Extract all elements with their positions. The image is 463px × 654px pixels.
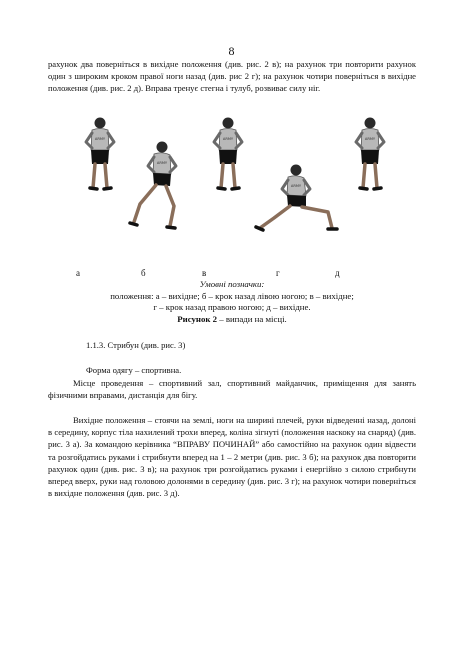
intro-paragraph: рахунок два поверніться в вихідне положення (див. рис. 2 в); на рахунок три повторити рахунок один з широким кроком правої ноги назад (див. рис 2 г); на рахунок чотири поверніться в вихідне положення (див. рис. 2 д). Вправа тренує стегна і тулуб, розвиває силу ніг. xyxy=(48,59,416,94)
athlete-d xyxy=(256,165,337,231)
athlete-c xyxy=(214,118,242,190)
caption-line xyxy=(48,314,416,326)
athlete-a xyxy=(86,118,114,190)
athlete-e xyxy=(356,118,384,190)
location-text: Місце проведення – спортивний зал, спортивний майданчик, приміщення для занять фізичними вправами, дистанція для бігу. xyxy=(48,378,416,401)
legend-line-1: положення: а – вихідне; б – крок назад лівою ногою; в – вихідне; xyxy=(110,290,354,301)
shirt-label-c: ARMY xyxy=(222,137,234,141)
legend-title: Умовні позначки: xyxy=(199,279,265,289)
uniform-line: Форма одягу – спортивна. xyxy=(86,365,182,375)
location-paragraph xyxy=(48,377,416,401)
start-position-text: Вихідне положення – стоячи на землі, ноги на ширині плечей, руки відведенні назад, долоні в середину, корпус тіла нахилений трохи вперед, коліна зігнуті (положення наскоку на снаряд) (див. рис. 3 а). За командою керівника “ВПРАВУ ПОЧИНАЙ” або самостійно на рахунок один відвести та розгойдатись руками і стрибнути вперед на 1 – 2 метри (див. рис. 3 б); на рахунок два повторити рахунок один (див. рис. 3 в); на рахунок три розгойдатись руками і енергійно з силою стрибнути вперед вверх, руки над головою долонями в середину (див. рис. 3 г); на рахунок чотири поверніться в вихідне положення (див. рис. 3 д). xyxy=(48,415,416,499)
page-number: 8 xyxy=(228,44,235,58)
lunge-figure-svg xyxy=(70,112,400,242)
letter-e: д xyxy=(335,268,340,278)
shirt-label-b: ARMY xyxy=(156,161,168,165)
shirt-label-a: ARMY xyxy=(94,137,106,141)
legend-line-2: г – крок назад правою ногою; д – вихідне. xyxy=(153,302,311,313)
shirt-label-d: ARMY xyxy=(290,184,302,188)
letter-d: г xyxy=(276,268,280,278)
caption-text: – випади на місці. xyxy=(217,313,287,324)
start-position-paragraph xyxy=(48,414,416,499)
athlete-b xyxy=(130,142,176,229)
figure-caption xyxy=(48,279,416,325)
shirt-label-e: ARMY xyxy=(364,137,376,141)
letter-a: а xyxy=(76,268,80,278)
section-heading: 1.1.3. Стрибун (див. рис. 3) xyxy=(86,340,186,350)
letter-b: б xyxy=(141,268,146,278)
letter-c: в xyxy=(202,268,207,278)
caption-label: Рисунок 2 xyxy=(177,313,218,324)
lunge-figure xyxy=(70,112,400,242)
